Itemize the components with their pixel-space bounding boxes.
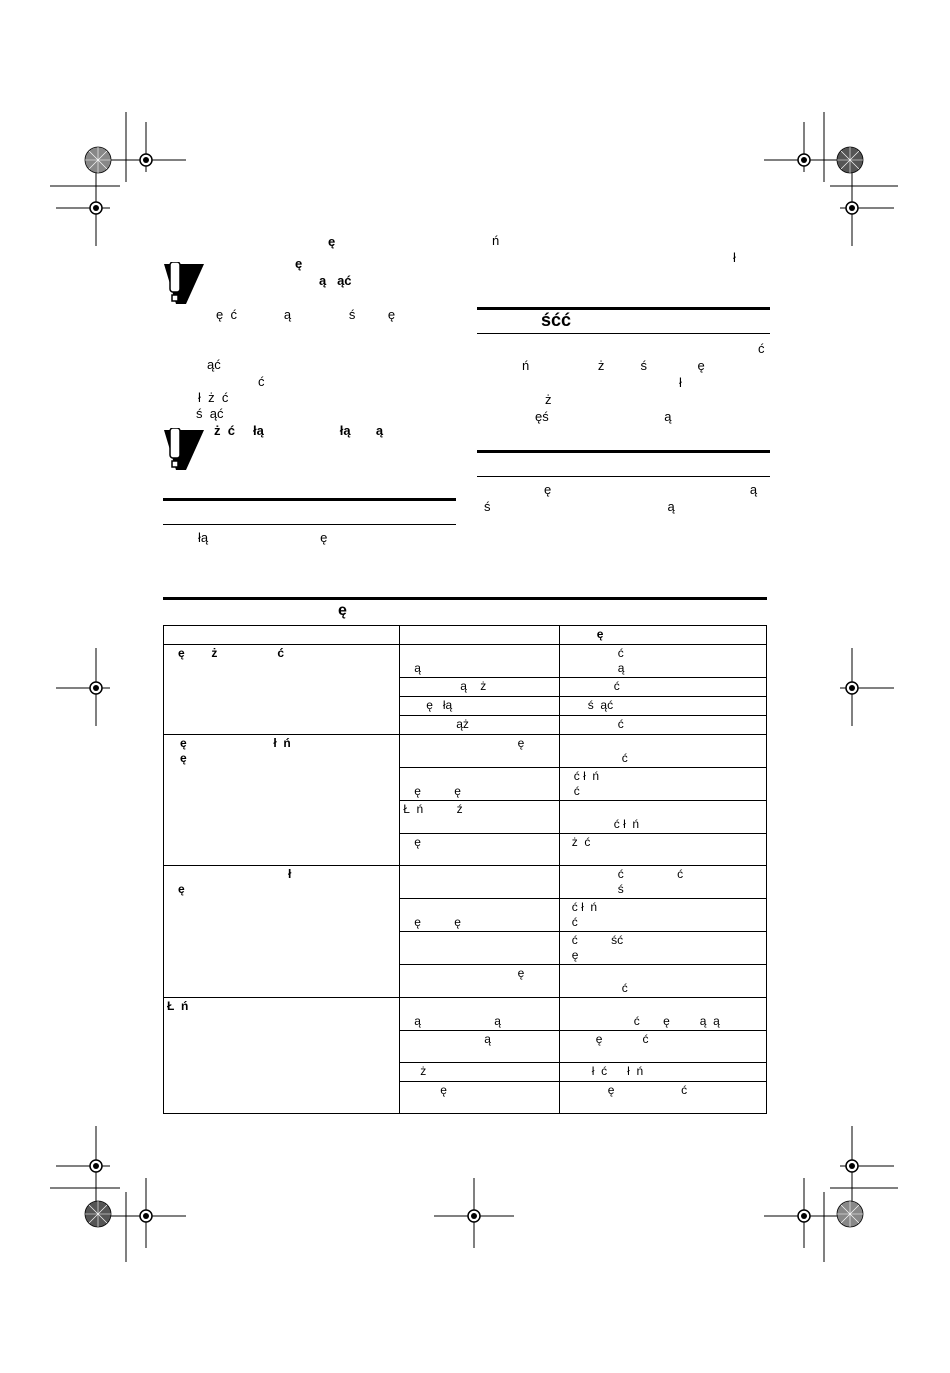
cause-cell <box>400 932 560 965</box>
remedy-cell: ć ę ą ą <box>559 998 766 1031</box>
section-line: ż <box>545 392 552 407</box>
table-title: ę <box>338 602 347 619</box>
remedy-cell: ć ć ś <box>559 866 766 899</box>
remedy-cell: ć ł ń ć <box>559 899 766 932</box>
remedy-cell: ć ł ń ć <box>559 768 766 801</box>
table-header-row <box>164 626 767 645</box>
section-line: ę ą <box>544 482 758 497</box>
warning-heading-2: ę <box>295 256 303 271</box>
problem-cell: ł ę <box>164 866 400 998</box>
section-rule-thick <box>163 498 456 501</box>
remedy-cell: ę ć <box>559 1082 766 1114</box>
section-title: śćć <box>541 310 572 330</box>
intro-line: ń <box>492 233 500 248</box>
cause-cell <box>400 866 560 899</box>
cause-cell: ę <box>400 1082 560 1114</box>
cause-cell: ą ą <box>400 998 560 1031</box>
remedy-cell: ę ć <box>559 1031 766 1063</box>
caution-icon <box>162 262 206 306</box>
cause-cell: ę ę <box>400 768 560 801</box>
remedy-cell: ł ć ł ń <box>559 1063 766 1082</box>
warning-line: ś ąć <box>196 406 224 421</box>
remedy-cell: ć ł ń <box>559 801 766 834</box>
table-row <box>164 866 767 899</box>
section-line: ęś ą <box>535 409 672 424</box>
warning-heading-3: ą ąć <box>319 273 352 288</box>
warning-heading-1: ę <box>328 234 336 249</box>
remedy-cell: ć <box>559 735 766 768</box>
warning-heading: ż ć łą łą ą <box>214 423 384 438</box>
problem-cell: Ł ń <box>164 998 400 1114</box>
warning-line: ł ż ć <box>198 390 229 405</box>
problem-cell: ę ł ń ę <box>164 735 400 866</box>
cause-cell: ę łą <box>400 697 560 716</box>
remedy-cell: ś ąć <box>559 697 766 716</box>
remedy-cell: ć ść ę <box>559 932 766 965</box>
section-rule-thick <box>477 450 770 453</box>
cause-cell: ę <box>400 965 560 998</box>
header-problem <box>164 626 400 645</box>
cause-cell: ż <box>400 1063 560 1082</box>
remedy-cell: ć <box>559 678 766 697</box>
header-cause <box>400 626 560 645</box>
warning-line: ąć <box>207 357 221 372</box>
table-row <box>164 645 767 678</box>
header-remedy: ę <box>559 626 766 645</box>
cause-cell: ą ż <box>400 678 560 697</box>
remedy-cell: ż ć <box>559 834 766 866</box>
section-line: ś ą <box>484 499 675 514</box>
caution-icon <box>162 428 206 472</box>
remedy-cell: ć ą <box>559 645 766 678</box>
section-rule-thin <box>163 524 456 525</box>
section-line: ć <box>758 341 765 356</box>
table-row <box>164 735 767 768</box>
cause-cell: ę <box>400 834 560 866</box>
cause-cell: Ł ń ź <box>400 801 560 834</box>
section-rule-thick <box>477 307 770 310</box>
table-title-rule <box>163 597 767 600</box>
section-line: ń ż ś ę <box>522 358 705 373</box>
remedy-cell: ć <box>559 716 766 735</box>
troubleshooting-table <box>163 625 767 1114</box>
cause-cell: ą <box>400 1031 560 1063</box>
warning-line: ę ć ą ś ę <box>216 307 396 322</box>
problem-cell: ę ż ć <box>164 645 400 735</box>
intro-line: ł <box>733 250 736 265</box>
cause-cell: ąż <box>400 716 560 735</box>
cause-cell: ę <box>400 735 560 768</box>
table-row <box>164 998 767 1031</box>
section-rule-thin <box>477 476 770 477</box>
cause-cell: ą <box>400 645 560 678</box>
remedy-cell: ć <box>559 965 766 998</box>
warning-line: ć <box>258 374 265 389</box>
section-rule-thin <box>477 333 770 334</box>
section-text: łą ę <box>198 530 328 545</box>
section-line: ł <box>679 375 682 390</box>
cause-cell: ę ę <box>400 899 560 932</box>
